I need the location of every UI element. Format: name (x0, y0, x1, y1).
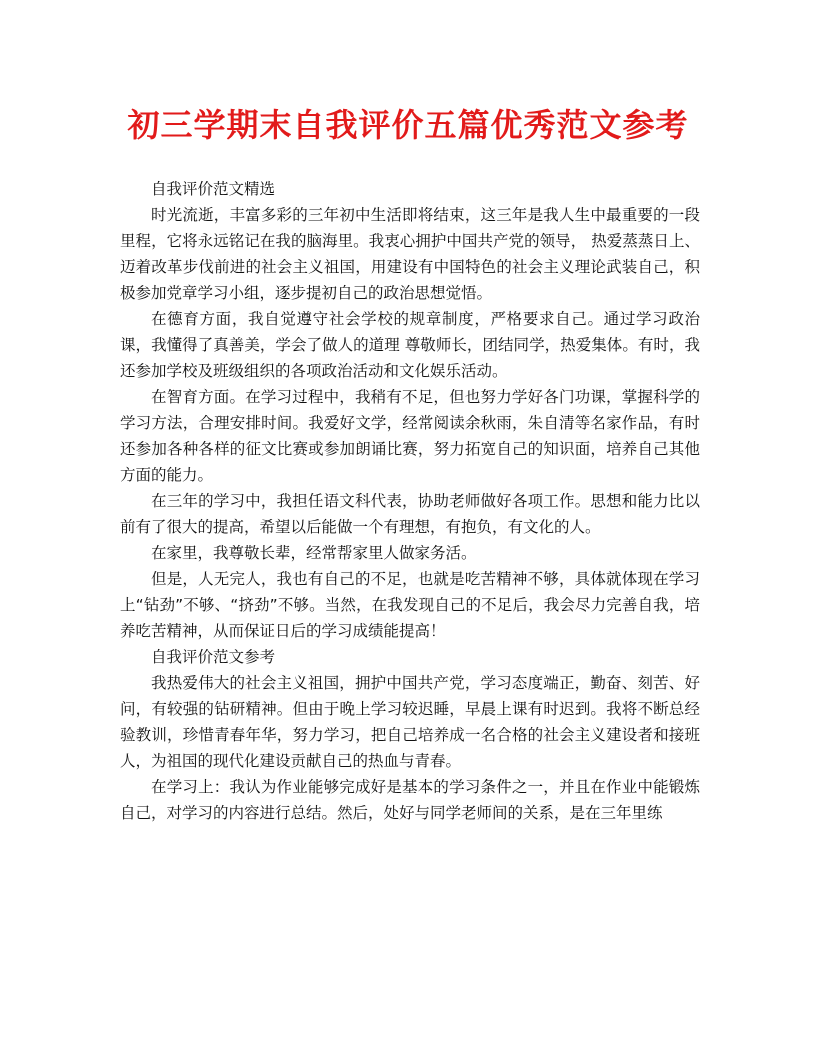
paragraph: 我热爱伟大的社会主义祖国，拥护中国共产党，学习态度端正，勤奋、刻苦、好问，有较强的钻研精神。但由于晚上学习较迟睡，早晨上课有时迟到。我将不断总经验教训，珍惜青春年华，努力学习，把自己培养成一名合格的社会主义建设者和接班人，为祖国的现代化建设贡献自己的热血与青春。 (120, 674, 700, 770)
section-heading: 自我评价范文精选 (151, 180, 276, 198)
paragraph: 在智育方面。在学习过程中，我稍有不足，但也努力学好各门功课，掌握科学的学习方法，合理安排时间。我爱好文学，经常阅读余秋雨，朱自清等名家作品，有时还参加各种各样的征文比赛或参加朗诵比赛，努力拓宽自己的知识面，培养自己其他方面的能力。 (120, 388, 700, 484)
document-title: 初三学期末自我评价五篇优秀范文参考 (127, 106, 689, 144)
paragraph: 时光流逝，丰富多彩的三年初中生活即将结束，这三年是我人生中最重要的一段里程，它将永远铭记在我的脑海里。我衷心拥护中国共产党的领导， 热爱蒸蒸日上、迈着改革步伐前进的社会主义祖国，用建设有中国特色的社会主义理论武装自己，积极参加党章学习小组，逐步提初自己的政治思想觉悟。 (120, 206, 700, 302)
paragraph: 在德育方面，我自觉遵守社会学校的规章制度，严格要求自己。通过学习政治课，我懂得了真善美，学会了做人的道理 尊敬师长，团结同学，热爱集体。有时，我还参加学校及班级组织的各项政治活动和文化娱乐活动。 (120, 310, 700, 380)
paragraph: 在家里，我尊敬长辈，经常帮家里人做家务活。 (151, 544, 477, 562)
paragraph: 但是，人无完人，我也有自己的不足，也就是吃苦精神不够，具体就体现在学习上“钻劲”不够、“挤劲”不够。当然，在我发现自己的不足后，我会尽力完善自我，培养吃苦精神，从而保证日后的学习成绩能提高！ (120, 570, 700, 640)
paragraph: 在学习上：我认为作业能够完成好是基本的学习条件之一，并且在作业中能锻炼自己，对学习的内容进行总结。然后，处好与同学老师间的关系，是在三年里练 (120, 778, 700, 822)
document-body (120, 176, 700, 826)
section-heading: 自我评价范文参考 (151, 648, 276, 666)
paragraph: 在三年的学习中，我担任语文科代表，协助老师做好各项工作。思想和能力比以前有了很大的提高，希望以后能做一个有理想，有抱负，有文化的人。 (120, 492, 700, 536)
